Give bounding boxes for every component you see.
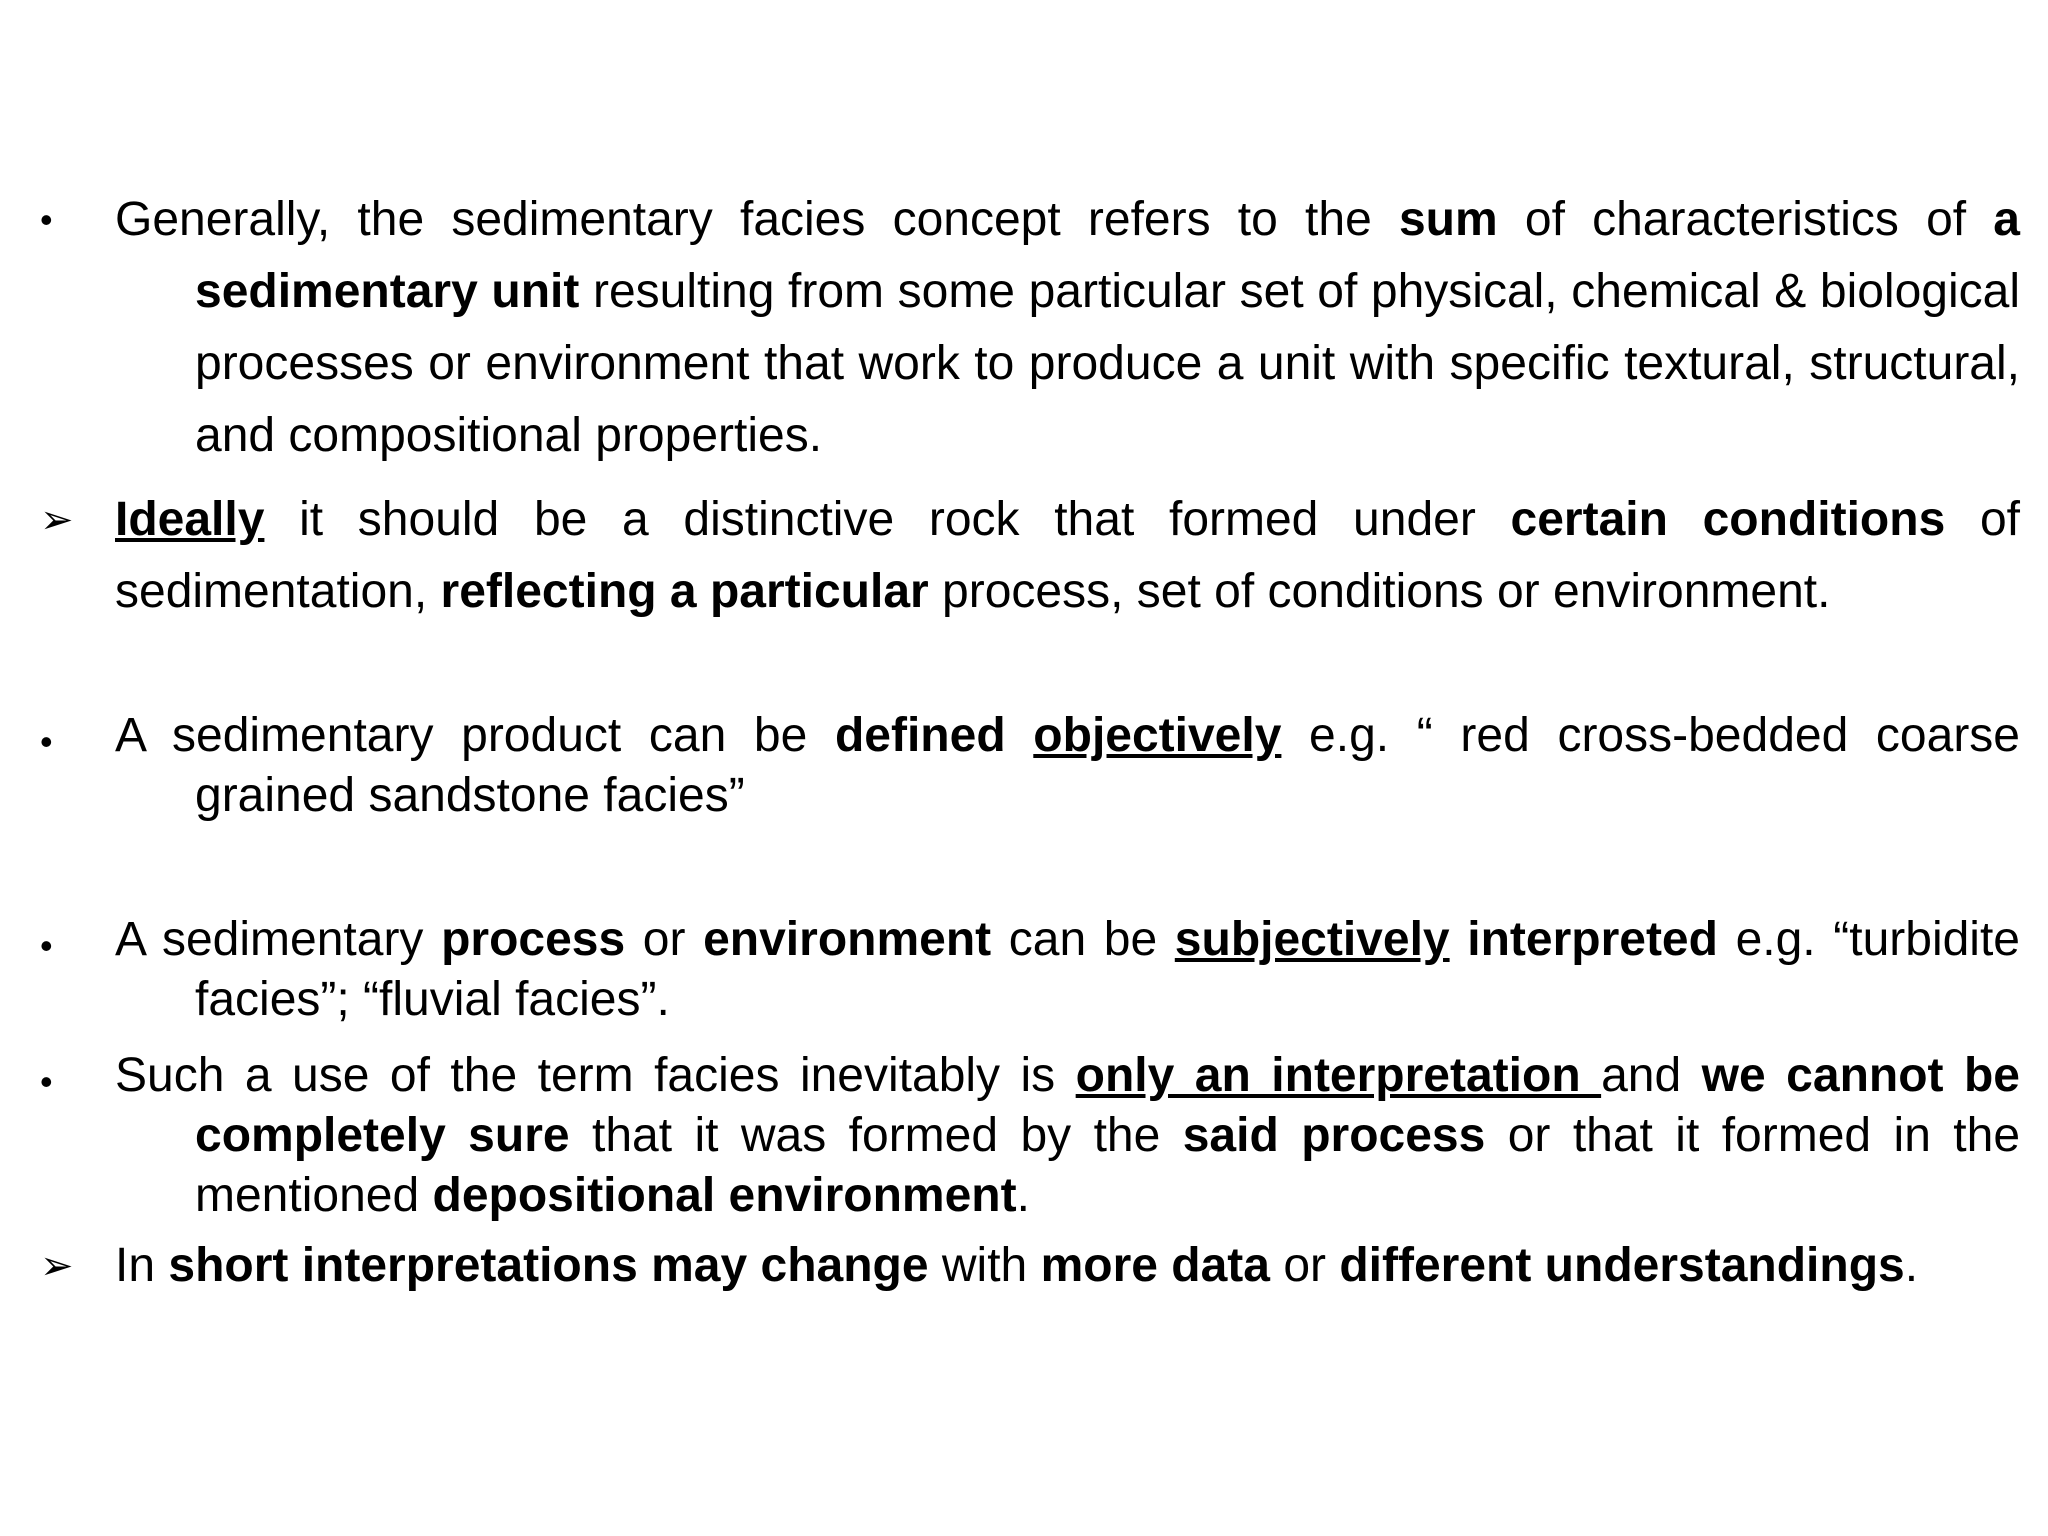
text-run: we cannot be completely sure (195, 1049, 2020, 1162)
text-run (1450, 913, 1468, 966)
text-run: and (1601, 1049, 1702, 1102)
text-run: Generally, the sedimentary facies concept refers to the (115, 193, 1399, 246)
bullet-item-interpretation (40, 1046, 2020, 1236)
text-run: A sedimentary product can be (115, 709, 835, 762)
text-run: Ideally (115, 493, 265, 546)
text-run: Such a use of the term facies inevitably is (115, 1049, 1076, 1102)
bullet-text (115, 1046, 2020, 1226)
text-run: e.g. “ red cross-bedded coarse grained sandstone facies” (195, 709, 2020, 822)
text-run: . (1016, 1169, 1030, 1222)
bullet-item-facies-concept (40, 184, 2020, 474)
text-run: of characteristics of (1497, 193, 1994, 246)
text-run: process (441, 913, 626, 966)
text-run: interpreted (1467, 913, 1718, 966)
text-run: or that it formed in the mentioned (195, 1109, 2021, 1222)
text-run: of sedimentation, (115, 493, 2020, 618)
text-run: A sedimentary (115, 913, 442, 966)
text-run: a sedimentary unit (195, 193, 2020, 318)
bullet-item-ideally (40, 484, 2020, 634)
text-run: objectively (1033, 709, 1282, 762)
text-run: resulting from some particular set of physical, chemical & biological processes or environment that work to produce a unit with specific textural, structural, and compositional properties. (195, 265, 2021, 462)
text-run: said process (1182, 1109, 1486, 1162)
text-run: In (115, 1239, 169, 1292)
text-run: sum (1398, 193, 1498, 246)
bullet-text (115, 910, 2020, 1030)
arrow-bullet-icon: ➢ (40, 1244, 74, 1288)
text-run: e.g. “turbidite facies”; “fluvial facies”. (195, 913, 2021, 1026)
text-run: process, set of conditions or environment. (928, 565, 1831, 618)
text-run: depositional environment (432, 1169, 1017, 1222)
text-run: reflecting a particular (440, 565, 929, 618)
text-run (1006, 709, 1034, 762)
bullet-text (115, 184, 2020, 472)
bullet-marker: • (40, 721, 53, 762)
bullet-text (115, 706, 2020, 826)
bullet-text (115, 1230, 2020, 1302)
text-run: . (1904, 1239, 1919, 1292)
text-run: or (1269, 1239, 1340, 1292)
bullet-marker: • (40, 1061, 53, 1102)
bullet-text (115, 484, 2020, 628)
bullet-marker: • (40, 925, 53, 966)
text-run: only an interpretation (1075, 1049, 1602, 1102)
bullet-item-in-short (40, 1230, 2020, 1310)
text-run: short interpretations may change (168, 1239, 929, 1292)
text-run: or (625, 913, 704, 966)
bullet-item-subjectively (40, 910, 2020, 1040)
text-run: more data (1040, 1239, 1270, 1292)
text-run: that it was formed by the (569, 1109, 1183, 1162)
bullet-marker: • (40, 199, 53, 240)
text-run: it should be a distinctive rock that formed under (264, 493, 1511, 546)
text-run: subjectively (1174, 913, 1450, 966)
text-run: certain conditions (1510, 493, 1946, 546)
text-run: can be (991, 913, 1175, 966)
text-run: with (928, 1239, 1041, 1292)
text-run: different understandings (1339, 1239, 1905, 1292)
text-run: environment (703, 913, 992, 966)
text-run: defined (834, 709, 1006, 762)
arrow-bullet-icon: ➢ (40, 498, 74, 542)
bullet-item-objectively (40, 706, 2020, 836)
